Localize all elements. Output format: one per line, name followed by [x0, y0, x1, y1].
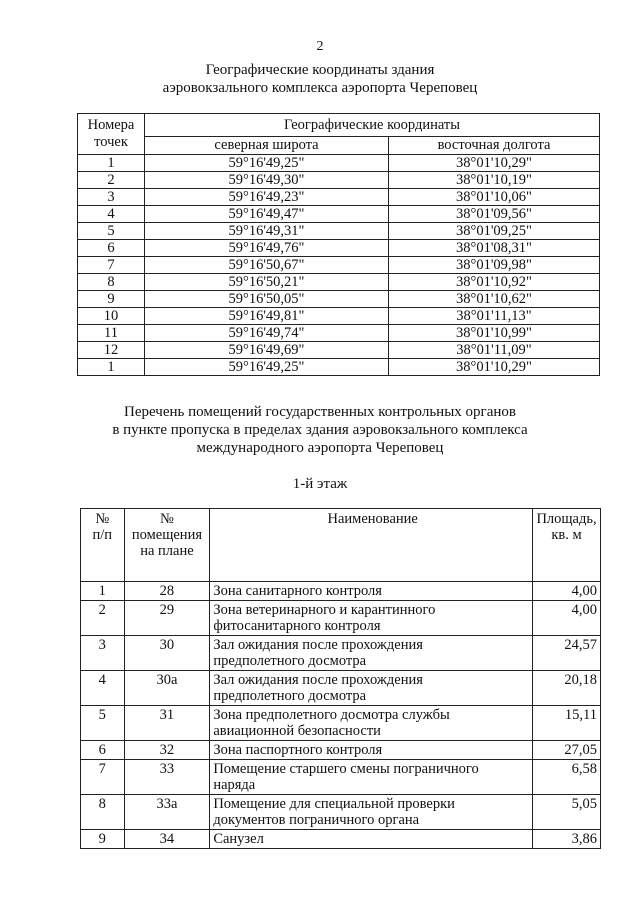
room-number-cell: 31: [124, 706, 210, 741]
premises-row: [81, 760, 601, 795]
col-name-header: Наименование: [210, 509, 533, 582]
coordinates-row: [78, 291, 600, 308]
latitude-cell: 59°16'49,23": [145, 189, 389, 206]
latitude-cell: 59°16'50,21": [145, 274, 389, 291]
premises-row: [81, 830, 601, 849]
room-name-line: фитосанитарного контроля: [213, 618, 381, 634]
premises-table: [80, 508, 601, 849]
col-idx-header: [81, 509, 125, 582]
room-name-line: Помещение для специальной проверки: [213, 796, 455, 812]
longitude-cell: 38°01'10,29": [389, 359, 600, 376]
area-cell: 20,18: [533, 671, 601, 706]
room-number-cell: 29: [124, 601, 210, 636]
point-number-cell: 8: [78, 274, 145, 291]
room-name-line: авиационной безопасности: [213, 723, 381, 739]
coordinates-row: [78, 325, 600, 342]
room-name-cell: [210, 741, 533, 760]
area-cell: 4,00: [533, 601, 601, 636]
premises-row: [81, 601, 601, 636]
coordinates-row: [78, 359, 600, 376]
room-number-cell: 32: [124, 741, 210, 760]
room-name-cell: [210, 671, 533, 706]
room-name-cell: [210, 795, 533, 830]
point-number-cell: 11: [78, 325, 145, 342]
room-name-cell: [210, 706, 533, 741]
col-lat-header: северная широта: [145, 137, 389, 155]
coords-title-line: аэровокзального комплекса аэропорта Череповец: [162, 80, 478, 96]
col-room-header-line: на плане: [140, 543, 194, 559]
room-name-cell: [210, 601, 533, 636]
premises-row: [81, 741, 601, 760]
floor-label: 1-й этаж: [292, 476, 348, 492]
coordinates-row: [78, 155, 600, 172]
latitude-cell: 59°16'49,30": [145, 172, 389, 189]
room-name-line: Зона предполетного досмотра службы: [213, 707, 450, 723]
premises-row: [81, 582, 601, 601]
col-area-header: [533, 509, 601, 582]
area-cell: 15,11: [533, 706, 601, 741]
col-points-header: [78, 114, 145, 155]
row-number-cell: 4: [81, 671, 125, 706]
longitude-cell: 38°01'10,62": [389, 291, 600, 308]
coordinates-row: [78, 257, 600, 274]
longitude-cell: 38°01'10,99": [389, 325, 600, 342]
point-number-cell: 9: [78, 291, 145, 308]
col-room-header-line: №: [160, 511, 174, 527]
col-area-header-line: кв. м: [551, 527, 582, 543]
longitude-cell: 38°01'10,29": [389, 155, 600, 172]
premises-row: [81, 706, 601, 741]
room-name-line: Помещение старшего смены пограничного: [213, 761, 479, 777]
latitude-cell: 59°16'50,67": [145, 257, 389, 274]
coordinates-row: [78, 189, 600, 206]
room-name-cell: [210, 760, 533, 795]
room-number-cell: 30а: [124, 671, 210, 706]
premises-row: [81, 636, 601, 671]
area-cell: 27,05: [533, 741, 601, 760]
rooms-title-line: в пункте пропуска в пределах здания аэровокзального комплекса: [112, 422, 528, 438]
longitude-cell: 38°01'11,13": [389, 308, 600, 325]
longitude-cell: 38°01'10,92": [389, 274, 600, 291]
row-number-cell: 8: [81, 795, 125, 830]
point-number-cell: 5: [78, 223, 145, 240]
longitude-cell: 38°01'08,31": [389, 240, 600, 257]
point-number-cell: 6: [78, 240, 145, 257]
point-number-cell: 2: [78, 172, 145, 189]
room-name-line: наряда: [213, 777, 256, 793]
longitude-cell: 38°01'09,98": [389, 257, 600, 274]
room-name-line: Зона санитарного контроля: [213, 583, 382, 599]
coordinates-row: [78, 172, 600, 189]
point-number-cell: 10: [78, 308, 145, 325]
col-coords-header: Географические координаты: [145, 114, 600, 137]
latitude-cell: 59°16'49,69": [145, 342, 389, 359]
latitude-cell: 59°16'49,31": [145, 223, 389, 240]
premises-row: [81, 795, 601, 830]
coords-title-line: Географические координаты здания: [205, 62, 435, 78]
longitude-cell: 38°01'11,09": [389, 342, 600, 359]
longitude-cell: 38°01'10,06": [389, 189, 600, 206]
latitude-cell: 59°16'49,74": [145, 325, 389, 342]
area-cell: 24,57: [533, 636, 601, 671]
row-number-cell: 1: [81, 582, 125, 601]
row-number-cell: 3: [81, 636, 125, 671]
point-number-cell: 4: [78, 206, 145, 223]
rooms-title-line: Перечень помещений государственных контрольных органов: [124, 404, 516, 420]
latitude-cell: 59°16'49,25": [145, 359, 389, 376]
premises-row: [81, 671, 601, 706]
room-number-cell: 28: [124, 582, 210, 601]
area-cell: 6,58: [533, 760, 601, 795]
room-name-line: предполетного досмотра: [213, 653, 367, 669]
point-number-cell: 7: [78, 257, 145, 274]
room-number-cell: 33: [124, 760, 210, 795]
room-name-cell: [210, 830, 533, 849]
room-name-line: Зона паспортного контроля: [213, 742, 383, 758]
room-name-cell: [210, 636, 533, 671]
col-points-header-line: точек: [94, 134, 128, 150]
area-cell: 4,00: [533, 582, 601, 601]
rooms-title-line: международного аэропорта Череповец: [196, 440, 444, 456]
row-number-cell: 2: [81, 601, 125, 636]
point-number-cell: 1: [78, 359, 145, 376]
latitude-cell: 59°16'50,05": [145, 291, 389, 308]
area-cell: 3,86: [533, 830, 601, 849]
area-cell: 5,05: [533, 795, 601, 830]
coordinates-row: [78, 223, 600, 240]
room-name-line: Зона ветеринарного и карантинного: [213, 602, 436, 618]
latitude-cell: 59°16'49,25": [145, 155, 389, 172]
row-number-cell: 6: [81, 741, 125, 760]
coordinates-table: [77, 113, 600, 376]
room-name-line: документов пограничного органа: [213, 812, 420, 828]
point-number-cell: 1: [78, 155, 145, 172]
col-area-header-line: Площадь,: [536, 511, 597, 527]
coordinates-row: [78, 206, 600, 223]
room-name-line: Зал ожидания после прохождения: [213, 637, 423, 653]
col-room-header: [124, 509, 210, 582]
point-number-cell: 12: [78, 342, 145, 359]
coordinates-row: [78, 308, 600, 325]
room-number-cell: 30: [124, 636, 210, 671]
row-number-cell: 5: [81, 706, 125, 741]
longitude-cell: 38°01'10,19": [389, 172, 600, 189]
coordinates-row: [78, 240, 600, 257]
room-name-line: Санузел: [213, 831, 264, 847]
coords-title: [0, 61, 640, 97]
longitude-cell: 38°01'09,56": [389, 206, 600, 223]
point-number-cell: 3: [78, 189, 145, 206]
room-number-cell: 34: [124, 830, 210, 849]
latitude-cell: 59°16'49,47": [145, 206, 389, 223]
page-number: 2: [316, 39, 324, 54]
rooms-title: [0, 403, 640, 457]
coordinates-row: [78, 274, 600, 291]
row-number-cell: 9: [81, 830, 125, 849]
room-number-cell: 33а: [124, 795, 210, 830]
latitude-cell: 59°16'49,81": [145, 308, 389, 325]
latitude-cell: 59°16'49,76": [145, 240, 389, 257]
col-points-header-line: Номера: [87, 117, 135, 133]
col-room-header-line: помещения: [131, 527, 202, 543]
row-number-cell: 7: [81, 760, 125, 795]
col-idx-header-line: №: [95, 511, 110, 527]
room-name-line: предполетного досмотра: [213, 688, 367, 704]
longitude-cell: 38°01'09,25": [389, 223, 600, 240]
coordinates-row: [78, 342, 600, 359]
col-idx-header-line: п/п: [92, 527, 113, 543]
room-name-line: Зал ожидания после прохождения: [213, 672, 423, 688]
room-name-cell: [210, 582, 533, 601]
col-lon-header: восточная долгота: [389, 137, 600, 155]
